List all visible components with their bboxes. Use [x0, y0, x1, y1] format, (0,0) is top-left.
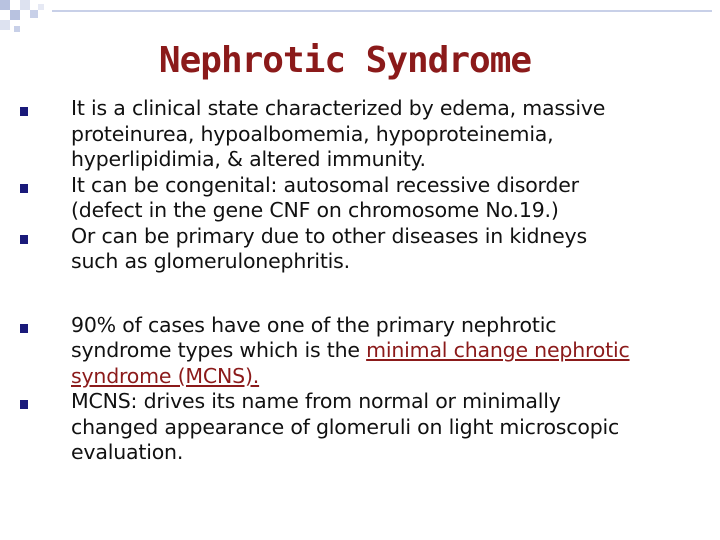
bullet-marker [20, 235, 28, 244]
bullet-line: It can be congenital: autosomal recessive disorder [71, 172, 579, 197]
mcns-link-continued[interactable]: syndrome (MCNS). [71, 363, 260, 388]
bullet-line: MCNS: drives its name from normal or minimally [71, 389, 561, 413]
bullet-item [20, 173, 700, 224]
bullet-line: such as glomerulonephritis. [71, 249, 350, 273]
bullet-line: changed appearance of glomeruli on light microscopic [71, 414, 620, 439]
bullet-item [20, 96, 700, 173]
bullet-line: (defect in the gene CNF on chromosome No.19.) [71, 198, 559, 222]
bullet-line: evaluation. [71, 440, 184, 464]
bullet-line: It is a clinical state characterized by edema, massive [71, 96, 606, 120]
bullet-marker [20, 184, 28, 193]
bullet-item [20, 389, 700, 466]
bullet-item [20, 313, 700, 390]
bullet-text: syndrome types which is the [71, 338, 367, 362]
bullet-marker [20, 324, 28, 333]
bullet-line: 90% of cases have one of the primary nephrotic [71, 312, 557, 337]
bullet-marker [20, 107, 28, 116]
mcns-link[interactable]: minimal change nephrotic [366, 338, 630, 362]
bullet-line [71, 364, 700, 390]
bullet-marker [20, 400, 28, 409]
bullet-line: proteinurea, hypoalbomemia, hypoproteinemia, [71, 121, 554, 146]
corner-decoration [0, 0, 720, 40]
bullet-line: Or can be primary due to other diseases in kidneys [71, 223, 587, 248]
bullet-item [20, 224, 700, 275]
bullet-line [71, 338, 700, 364]
bullet-line: hyperlipidimia, & altered immunity. [71, 147, 426, 171]
bullet-list [20, 96, 700, 466]
slide-title: Nephrotic Syndrome [158, 40, 532, 81]
